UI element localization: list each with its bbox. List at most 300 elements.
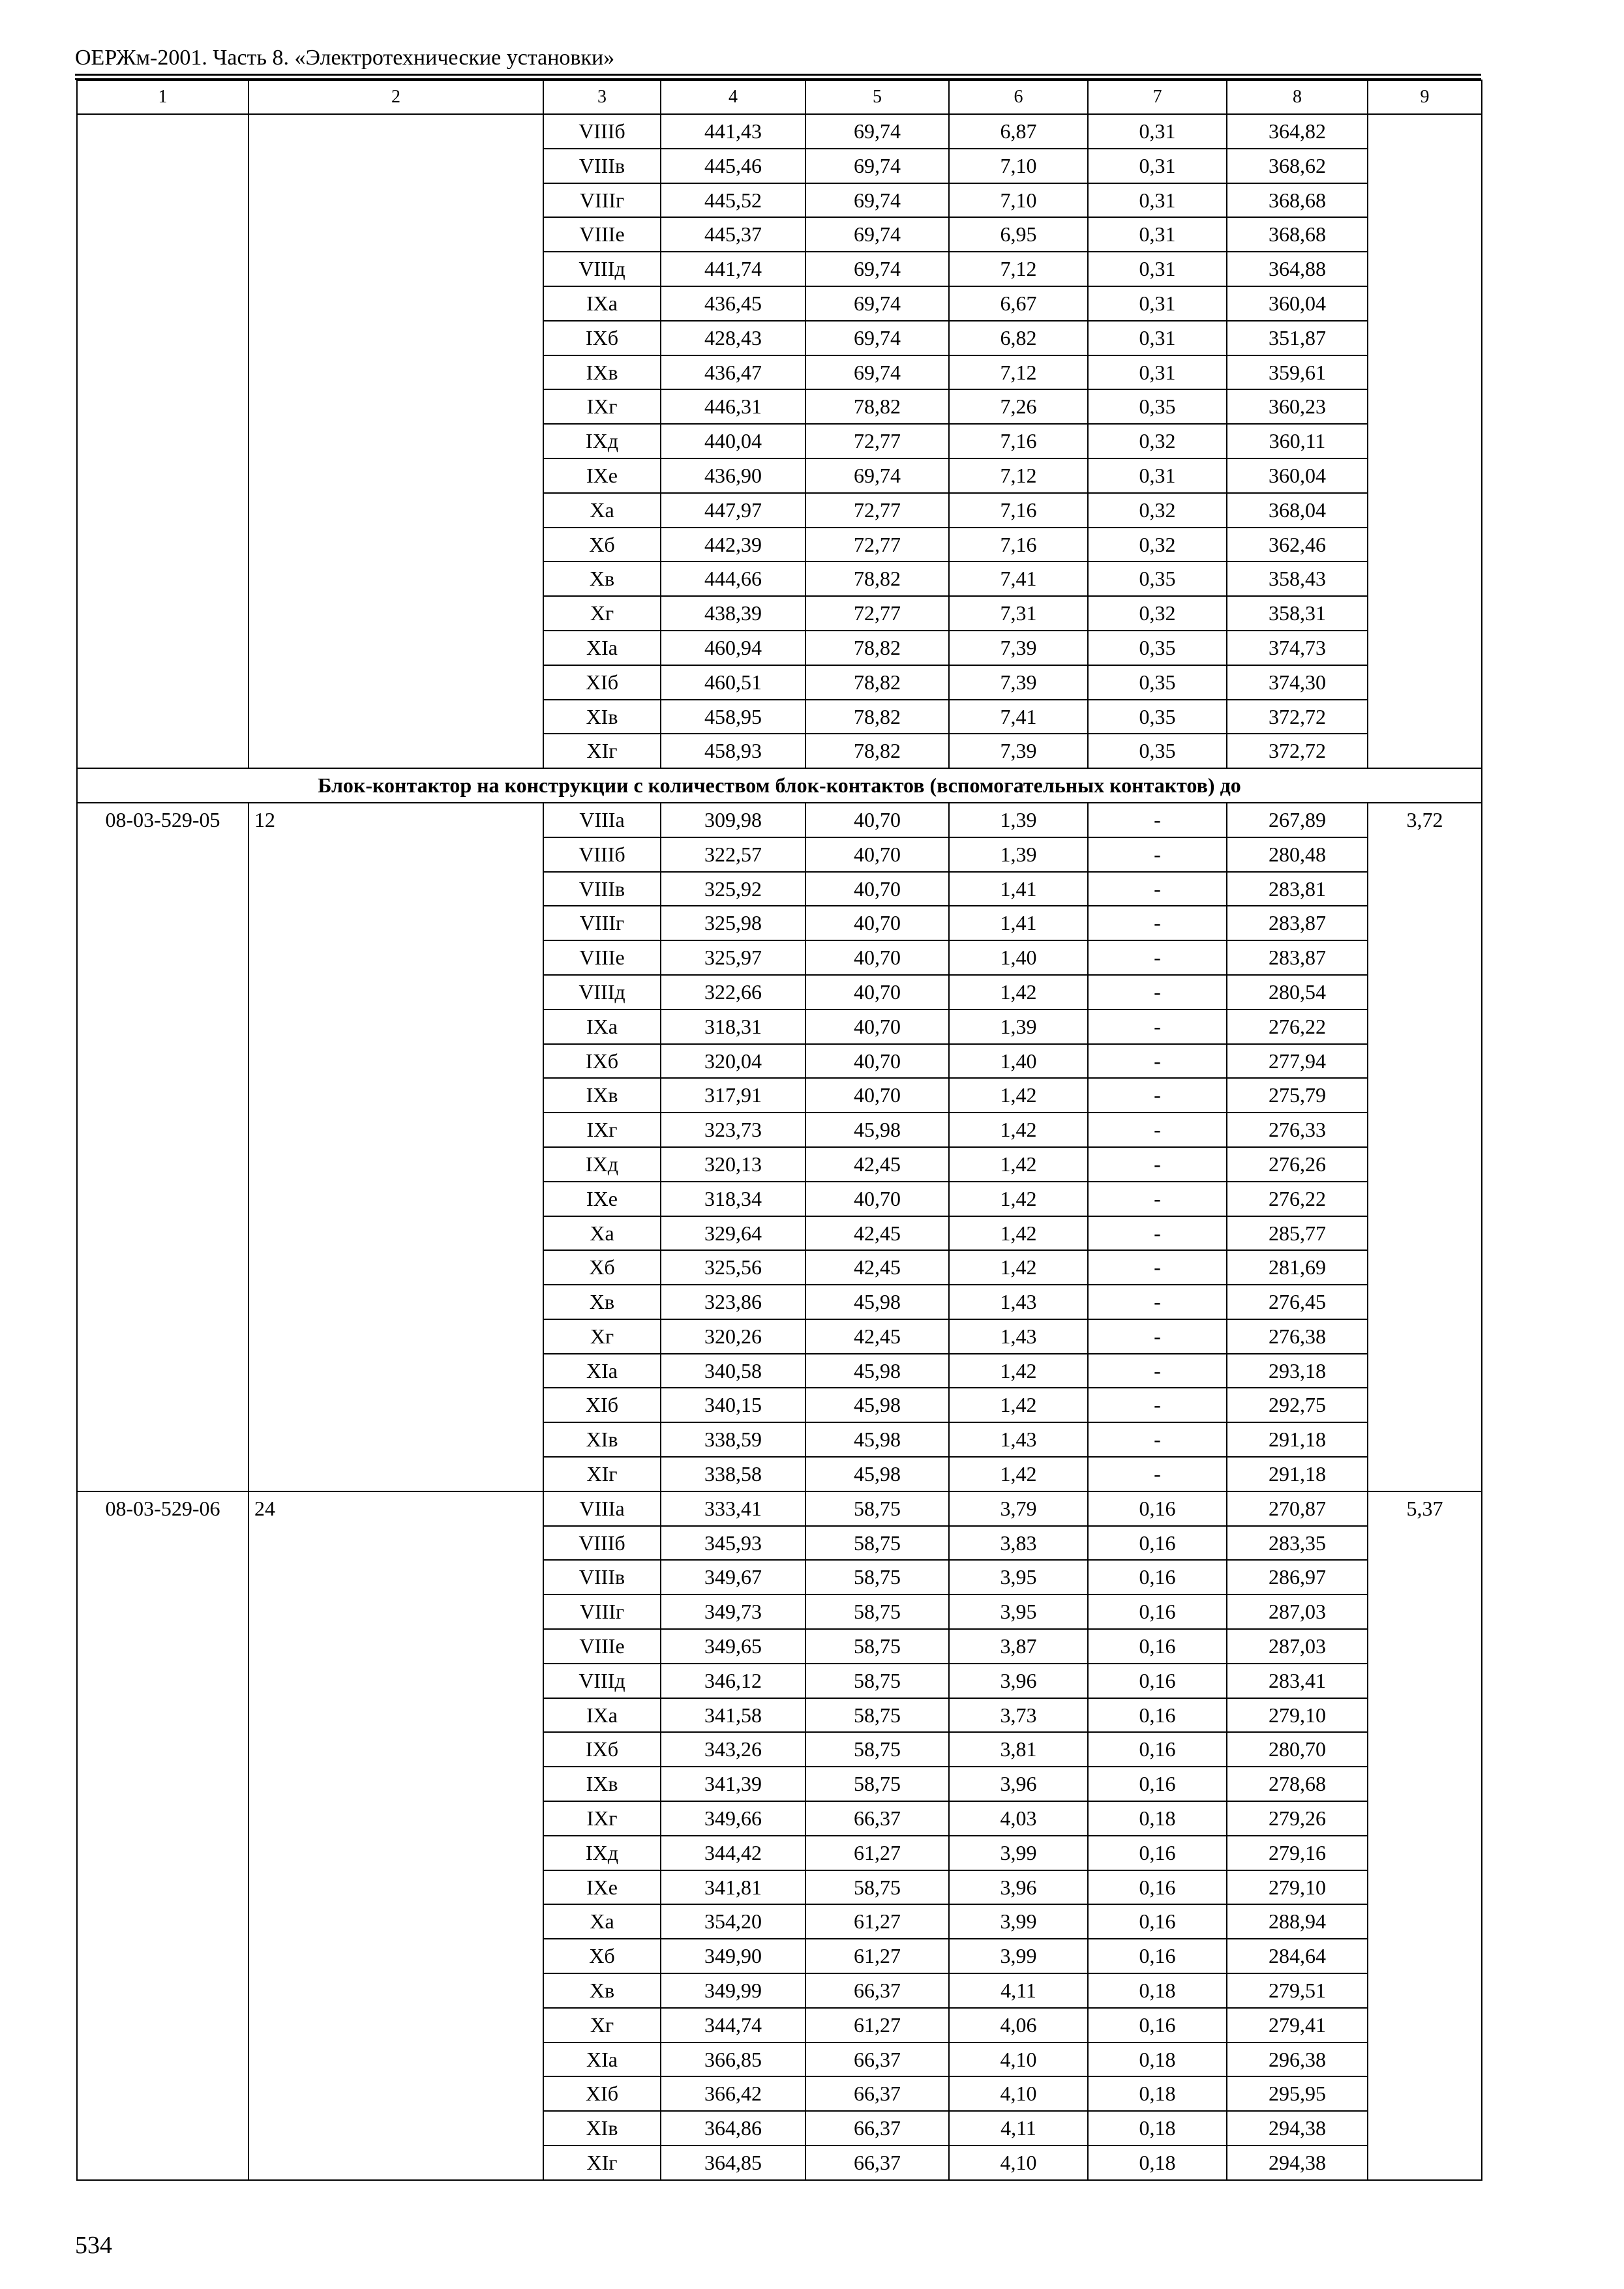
table-cell: 280,54 [1227,975,1368,1010]
table-cell: 40,70 [805,975,949,1010]
table-cell: 7,16 [949,493,1088,528]
table-cell: 4,06 [949,2008,1088,2042]
table-cell: XIв [543,2111,661,2146]
table-cell: 445,37 [661,217,805,252]
table-cell: 7,10 [949,183,1088,218]
table-cell: 45,98 [805,1388,949,1422]
table-cell: 276,45 [1227,1285,1368,1319]
table-cell: IXе [543,1182,661,1216]
table-cell: 325,98 [661,906,805,940]
table-cell: 69,74 [805,114,949,149]
table-cell: 1,42 [949,1250,1088,1285]
table-cell: 58,75 [805,1767,949,1801]
table-cell: IXв [543,1078,661,1113]
table-cell: 72,77 [805,596,949,631]
table-cell: 447,97 [661,493,805,528]
table-cell: 61,27 [805,1939,949,1973]
table-cell: 360,04 [1227,286,1368,321]
table-cell: 61,27 [805,1836,949,1870]
table-cell: 42,45 [805,1216,949,1251]
table-cell: 322,57 [661,837,805,872]
table-cell: - [1088,906,1227,940]
table-cell: 0,18 [1088,1801,1227,1836]
table-cell: 69,74 [805,149,949,183]
column-number: 1 [77,80,248,114]
table-cell: 349,67 [661,1560,805,1594]
section-title: Блок-контактор на конструкции с количеством блок-контактов (вспомогательных контактов) до [77,768,1482,803]
table-cell: VIIIв [543,149,661,183]
table-cell: 368,62 [1227,149,1368,183]
table-cell: 278,68 [1227,1767,1368,1801]
table-cell: 40,70 [805,1010,949,1044]
table-cell: 0,32 [1088,528,1227,562]
table-cell: 1,39 [949,1010,1088,1044]
table-cell: 7,16 [949,528,1088,562]
table-cell: 441,43 [661,114,805,149]
table-cell: 72,77 [805,424,949,458]
table-cell: Xб [543,1939,661,1973]
table-cell: 1,42 [949,1182,1088,1216]
table-cell: 0,35 [1088,700,1227,734]
table-cell: 69,74 [805,252,949,286]
table-cell: 4,11 [949,1973,1088,2008]
table-cell: 3,99 [949,1836,1088,1870]
table-cell: 279,16 [1227,1836,1368,1870]
table-cell: 341,81 [661,1870,805,1905]
table-cell: VIIIа [543,1491,661,1526]
table-cell: 1,41 [949,906,1088,940]
table-cell: 0,35 [1088,631,1227,665]
table-cell: 0,16 [1088,1594,1227,1629]
table-cell: 42,45 [805,1147,949,1182]
table-cell: Xв [543,561,661,596]
table-cell: - [1088,940,1227,975]
table-cell: 0,31 [1088,149,1227,183]
table-cell: VIIIг [543,906,661,940]
table-cell: 78,82 [805,631,949,665]
table-cell: 0,18 [1088,2146,1227,2180]
table-cell: 40,70 [805,1078,949,1113]
table-cell: 4,10 [949,2146,1088,2180]
table-cell: 3,96 [949,1664,1088,1698]
table-cell: 283,87 [1227,940,1368,975]
table-cell: 3,99 [949,1939,1088,1973]
table-cell: - [1088,1457,1227,1491]
table-cell: 4,10 [949,2042,1088,2077]
table-cell: 0,32 [1088,424,1227,458]
table-cell: 3,96 [949,1870,1088,1905]
table-cell: 58,75 [805,1698,949,1733]
table-cell: 276,22 [1227,1010,1368,1044]
table-cell: 270,87 [1227,1491,1368,1526]
table-cell: 78,82 [805,389,949,424]
table-cell: IXд [543,1147,661,1182]
column-number: 9 [1368,80,1482,114]
table-cell: 349,73 [661,1594,805,1629]
table-cell: 372,72 [1227,734,1368,768]
table-cell: 40,70 [805,837,949,872]
table-cell: 7,10 [949,149,1088,183]
table-cell: IXб [543,321,661,355]
table-cell: 0,31 [1088,355,1227,390]
table-cell: 69,74 [805,355,949,390]
table-cell: 4,03 [949,1801,1088,1836]
table-cell: 287,03 [1227,1594,1368,1629]
table-cell: 338,58 [661,1457,805,1491]
table-cell: 364,85 [661,2146,805,2180]
table-row [77,1491,1482,1526]
table-cell: 0,16 [1088,1526,1227,1561]
table-cell: 1,42 [949,975,1088,1010]
table-cell: 4,11 [949,2111,1088,2146]
table-cell: 460,51 [661,665,805,700]
table-cell: - [1088,803,1227,837]
rate-code: 08-03-529-05 [77,803,248,1491]
table-cell: 58,75 [805,1594,949,1629]
table-cell: 366,42 [661,2076,805,2111]
table-cell: 0,35 [1088,665,1227,700]
table-cell: IXе [543,1870,661,1905]
table-cell: Xг [543,1319,661,1354]
table-cell: 441,74 [661,252,805,286]
table-cell: IXг [543,1113,661,1147]
table-row [77,803,1482,837]
table-cell: 7,39 [949,734,1088,768]
table-cell: 7,16 [949,424,1088,458]
table-cell: 45,98 [805,1354,949,1388]
table-cell: 66,37 [805,2042,949,2077]
table-cell: XIг [543,2146,661,2180]
table-cell: 329,64 [661,1216,805,1251]
table-cell: 3,95 [949,1594,1088,1629]
table-cell: 438,39 [661,596,805,631]
table-cell: 280,70 [1227,1732,1368,1767]
table-cell: 0,18 [1088,2076,1227,2111]
table-cell: 364,86 [661,2111,805,2146]
table-cell: 309,98 [661,803,805,837]
table-cell: 58,75 [805,1491,949,1526]
table-cell: 368,68 [1227,217,1368,252]
table-cell: 349,99 [661,1973,805,2008]
table-cell: 61,27 [805,1904,949,1939]
table-cell: 0,16 [1088,1491,1227,1526]
table-cell: 0,18 [1088,1973,1227,2008]
table-row [77,114,1482,149]
table-cell: 320,04 [661,1044,805,1079]
table-cell: - [1088,1250,1227,1285]
table-cell: 458,93 [661,734,805,768]
table-cell: 364,88 [1227,252,1368,286]
table-cell: IXд [543,1836,661,1870]
table-cell: 279,10 [1227,1870,1368,1905]
table-cell: XIб [543,1388,661,1422]
table-cell: 1,39 [949,837,1088,872]
table-cell: 0,32 [1088,493,1227,528]
table-cell: 1,42 [949,1457,1088,1491]
table-cell: IXг [543,1801,661,1836]
table-cell: 360,23 [1227,389,1368,424]
table-cell: 276,22 [1227,1182,1368,1216]
table-cell: 277,94 [1227,1044,1368,1079]
table-cell: - [1088,1010,1227,1044]
table-cell: 318,31 [661,1010,805,1044]
table-cell: 349,65 [661,1629,805,1664]
table-cell: IXа [543,1698,661,1733]
table-cell: 1,43 [949,1285,1088,1319]
table-cell: 1,41 [949,872,1088,906]
table-cell: 6,95 [949,217,1088,252]
table-cell: 3,81 [949,1732,1088,1767]
table-cell: - [1088,1147,1227,1182]
table-cell: 3,79 [949,1491,1088,1526]
table-cell: 1,42 [949,1147,1088,1182]
table-cell: 0,16 [1088,1629,1227,1664]
table-cell: 7,26 [949,389,1088,424]
table-cell: IXа [543,286,661,321]
column-number: 5 [805,80,949,114]
table-cell: 58,75 [805,1664,949,1698]
rate-name [248,114,543,768]
table-cell: 69,74 [805,183,949,218]
table-cell: 66,37 [805,2146,949,2180]
table-cell: 58,75 [805,1560,949,1594]
table-cell: 45,98 [805,1285,949,1319]
table-cell: - [1088,1113,1227,1147]
table-cell: 362,46 [1227,528,1368,562]
table-cell: 4,10 [949,2076,1088,2111]
table-cell: 325,92 [661,872,805,906]
table-cell: 78,82 [805,561,949,596]
table-cell: Xг [543,596,661,631]
table-cell: 66,37 [805,2076,949,2111]
table-cell: 0,16 [1088,1939,1227,1973]
column-9-value: 3,72 [1368,803,1482,1491]
table-cell: - [1088,1285,1227,1319]
table-cell: 283,81 [1227,872,1368,906]
table-cell: - [1088,1319,1227,1354]
table-cell: 358,31 [1227,596,1368,631]
table-cell: 0,16 [1088,1560,1227,1594]
table-cell: 286,97 [1227,1560,1368,1594]
table-cell: 325,56 [661,1250,805,1285]
table-cell: 283,87 [1227,906,1368,940]
table-cell: 279,51 [1227,1973,1368,2008]
table-cell: 458,95 [661,700,805,734]
table-cell: 1,40 [949,1044,1088,1079]
table-cell: 340,58 [661,1354,805,1388]
table-cell: 358,43 [1227,561,1368,596]
column-number: 6 [949,80,1088,114]
table-cell: - [1088,1182,1227,1216]
table-cell: 3,87 [949,1629,1088,1664]
table-cell: VIIIг [543,1594,661,1629]
table-cell: - [1088,975,1227,1010]
table-cell: 66,37 [805,2111,949,2146]
column-number: 8 [1227,80,1368,114]
table-cell: XIв [543,1422,661,1457]
table-cell: 279,26 [1227,1801,1368,1836]
table-cell: 40,70 [805,1044,949,1079]
table-cell: VIIIд [543,252,661,286]
column-9-value [1368,114,1482,768]
table-cell: 58,75 [805,1870,949,1905]
table-cell: 7,12 [949,458,1088,493]
table-cell: VIIIб [543,114,661,149]
table-cell: 0,16 [1088,1664,1227,1698]
table-cell: XIв [543,700,661,734]
table-cell: XIг [543,1457,661,1491]
table-cell: 0,32 [1088,596,1227,631]
table-cell: 275,79 [1227,1078,1368,1113]
table-cell: VIIIд [543,1664,661,1698]
table-cell: VIIIв [543,1560,661,1594]
table-cell: 428,43 [661,321,805,355]
table-cell: 351,87 [1227,321,1368,355]
table-cell: 1,43 [949,1422,1088,1457]
table-cell: VIIIб [543,1526,661,1561]
table-cell: 45,98 [805,1457,949,1491]
table-cell: 0,35 [1088,561,1227,596]
table-cell: VIIIе [543,1629,661,1664]
table-cell: 364,82 [1227,114,1368,149]
table-cell: VIIIе [543,217,661,252]
table-cell: 3,95 [949,1560,1088,1594]
page-header: ОЕРЖм-2001. Часть 8. «Электротехнические установки» [75,46,615,70]
table-cell: VIIIа [543,803,661,837]
table-cell: 72,77 [805,528,949,562]
table-cell: 0,16 [1088,1732,1227,1767]
table-cell: 368,68 [1227,183,1368,218]
table-cell: XIа [543,1354,661,1388]
table-cell: - [1088,837,1227,872]
table-cell: 279,10 [1227,1698,1368,1733]
table-cell: - [1088,872,1227,906]
table-cell: 7,41 [949,561,1088,596]
table-cell: 0,16 [1088,1767,1227,1801]
table-cell: 66,37 [805,1973,949,2008]
table-cell: 0,31 [1088,252,1227,286]
table-cell: VIIIе [543,940,661,975]
table-cell: 7,41 [949,700,1088,734]
table-cell: 69,74 [805,286,949,321]
table-cell: 78,82 [805,734,949,768]
table-cell: Xб [543,528,661,562]
table-cell: 372,72 [1227,700,1368,734]
table-cell: 42,45 [805,1319,949,1354]
table-cell: 445,52 [661,183,805,218]
table-cell: 0,16 [1088,2008,1227,2042]
table-cell: 0,18 [1088,2042,1227,2077]
table-cell: 1,42 [949,1354,1088,1388]
table-cell: VIIIг [543,183,661,218]
table-cell: Xг [543,2008,661,2042]
table-cell: 444,66 [661,561,805,596]
table-cell: IXб [543,1732,661,1767]
table-cell: 1,40 [949,940,1088,975]
table-cell: IXв [543,355,661,390]
table-cell: 66,37 [805,1801,949,1836]
table-cell: 349,66 [661,1801,805,1836]
table-cell: 0,31 [1088,217,1227,252]
table-cell: 354,20 [661,1904,805,1939]
table-cell: 360,04 [1227,458,1368,493]
section-row [77,768,1482,803]
table-cell: 7,39 [949,631,1088,665]
table-cell: 343,26 [661,1732,805,1767]
table-cell: 445,46 [661,149,805,183]
table-cell: 267,89 [1227,803,1368,837]
table-cell: 287,03 [1227,1629,1368,1664]
table-cell: 0,16 [1088,1904,1227,1939]
table-cell: 345,93 [661,1526,805,1561]
table-cell: - [1088,1354,1227,1388]
table-cell: 69,74 [805,458,949,493]
table-cell: 323,86 [661,1285,805,1319]
table-cell: 276,38 [1227,1319,1368,1354]
table-cell: 341,58 [661,1698,805,1733]
table-cell: 78,82 [805,665,949,700]
table-cell: 1,43 [949,1319,1088,1354]
table-cell: IXа [543,1010,661,1044]
table-cell: 72,77 [805,493,949,528]
column-9-value: 5,37 [1368,1491,1482,2180]
table-cell: 276,33 [1227,1113,1368,1147]
table-cell: Xа [543,493,661,528]
table-cell: 0,31 [1088,286,1227,321]
table-cell: 281,69 [1227,1250,1368,1285]
rate-name: 12 [248,803,543,1491]
table-cell: 344,74 [661,2008,805,2042]
header-rule [75,74,1481,76]
table-cell: 58,75 [805,1526,949,1561]
table-cell: 1,42 [949,1113,1088,1147]
table-cell: - [1088,1216,1227,1251]
table-cell: 0,35 [1088,389,1227,424]
table-cell: XIг [543,734,661,768]
table-cell: 368,04 [1227,493,1368,528]
table-cell: 3,83 [949,1526,1088,1561]
table-cell: 322,66 [661,975,805,1010]
table-cell: 69,74 [805,321,949,355]
table-cell: IXб [543,1044,661,1079]
table-cell: 6,87 [949,114,1088,149]
table-cell: 7,31 [949,596,1088,631]
table-cell: Xв [543,1285,661,1319]
table-cell: Xа [543,1216,661,1251]
table-cell: XIб [543,2076,661,2111]
table-cell: 366,85 [661,2042,805,2077]
table-cell: 0,16 [1088,1698,1227,1733]
table-cell: - [1088,1078,1227,1113]
table-cell: 6,67 [949,286,1088,321]
table-cell: 6,82 [949,321,1088,355]
table-cell: 341,39 [661,1767,805,1801]
table-cell: 45,98 [805,1113,949,1147]
table-cell: 338,59 [661,1422,805,1457]
table-cell: 436,47 [661,355,805,390]
table-cell: 0,16 [1088,1870,1227,1905]
table-cell: 360,11 [1227,424,1368,458]
table-cell: XIа [543,2042,661,2077]
table-cell: 1,42 [949,1078,1088,1113]
table-cell: Xв [543,1973,661,2008]
table-cell: - [1088,1422,1227,1457]
table-cell: - [1088,1388,1227,1422]
table-cell: 45,98 [805,1422,949,1457]
table-cell: 436,90 [661,458,805,493]
table-cell: 42,45 [805,1250,949,1285]
table-cell: 346,12 [661,1664,805,1698]
